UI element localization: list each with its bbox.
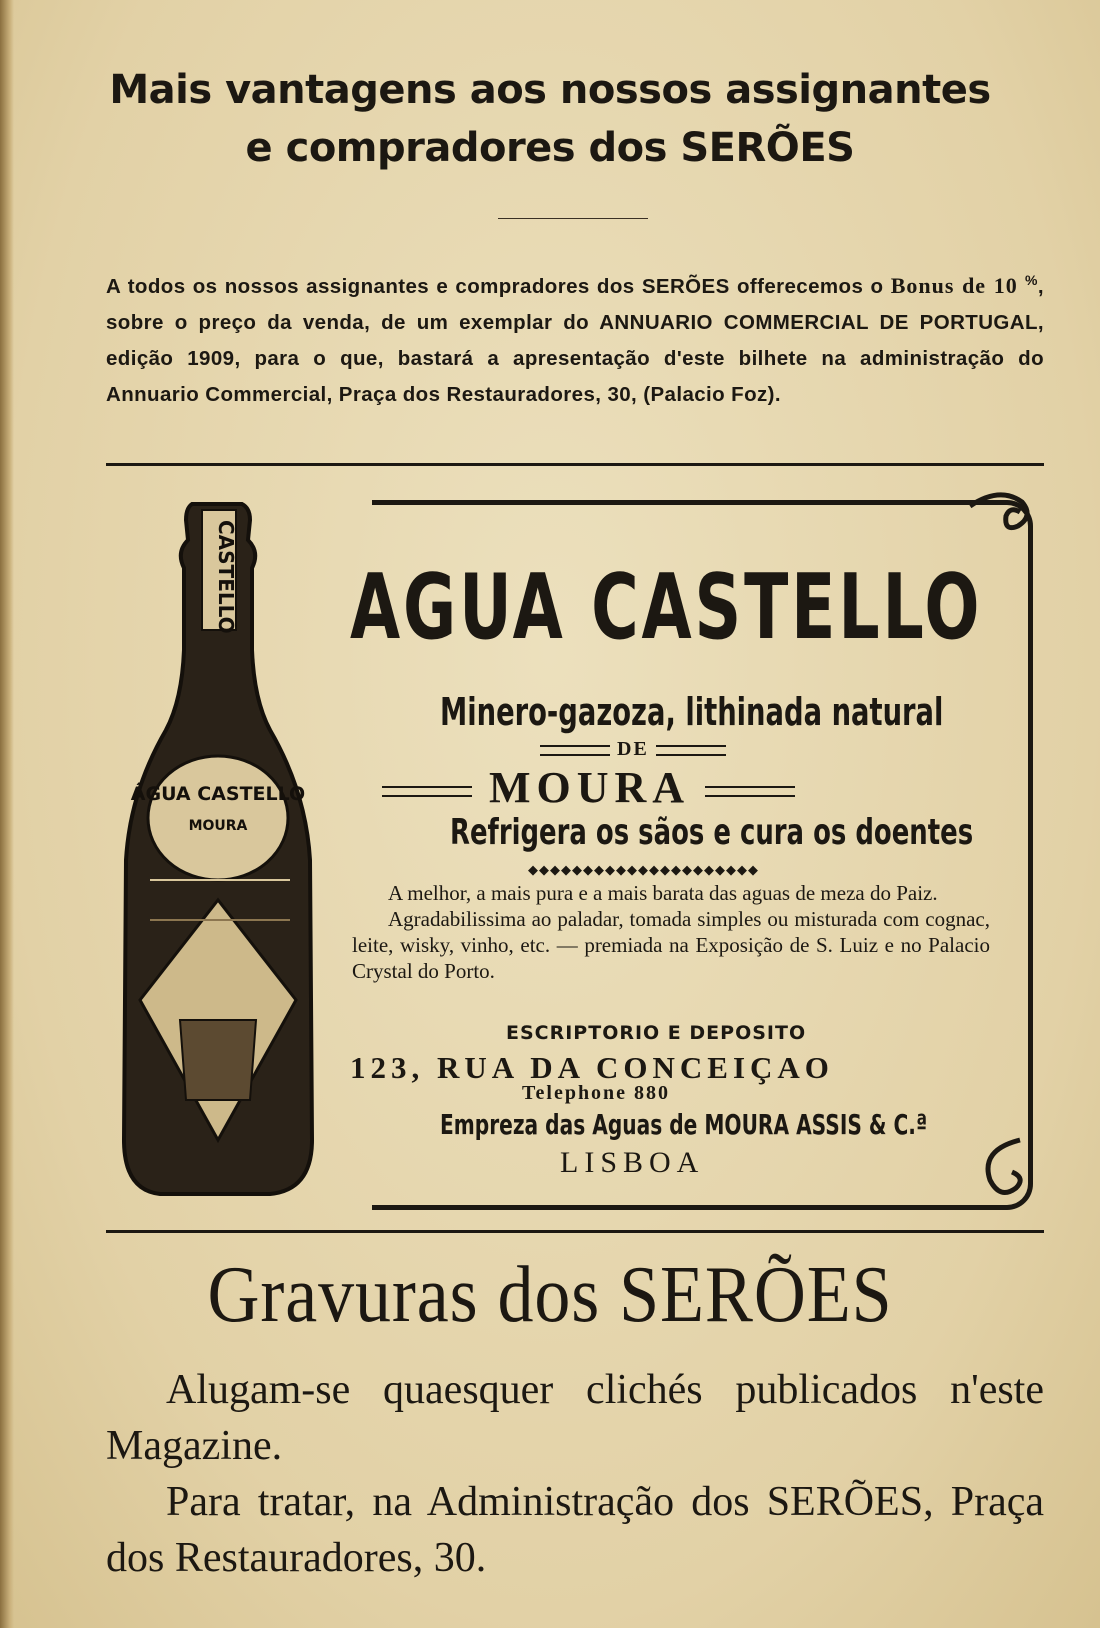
advert-company: Empreza das Aguas de MOURA ASSIS & C.ª bbox=[440, 1108, 928, 1141]
gravuras-paragraph-1: Alugam-se quaesquer clichés publicados n'este Magazine. bbox=[106, 1367, 1044, 1469]
intro-text-end: , sobre o preço da venda, de um exemplar do ANNUARIO COMMERCIAL DE PORTUGAL, edição 1909, para o que, bastará a apresentação d'este bilhete na administração do Annuario Commercial, Praça dos Restauradores, 30, (Palacio Foz). bbox=[106, 274, 1044, 406]
bottle-neck-label: CASTELLO bbox=[214, 520, 238, 634]
advert-address: 123, RUA DA CONCEIÇAO bbox=[350, 1050, 834, 1085]
gravuras-paragraph-2: Para tratar, na Administração dos SERÕES, Praça dos Restauradores, 30. bbox=[106, 1479, 1044, 1581]
advert-brand-title: AGUA CASTELLO bbox=[350, 555, 983, 660]
advert-city: LISBOA bbox=[560, 1146, 705, 1179]
bottle-illustration bbox=[120, 500, 330, 1200]
advert-ornament-row: ◆◆◆◆◆◆◆◆◆◆◆◆◆◆◆◆◆◆◆◆◆ bbox=[528, 862, 759, 877]
advert-body bbox=[352, 880, 990, 984]
advert-subtitle: Minero-gazoza, lithinada natural bbox=[440, 690, 944, 734]
advert-de: DE bbox=[617, 738, 649, 760]
moura-left-rule bbox=[382, 786, 472, 797]
advert-slogan: Refrigera os sãos e cura os doentes bbox=[450, 812, 974, 853]
page-title-line-1: Mais vantagens aos nossos assignantes bbox=[109, 67, 991, 113]
advert-origin: MOURA bbox=[489, 763, 688, 812]
gravuras-text bbox=[106, 1362, 1044, 1586]
section-rule-top bbox=[106, 463, 1044, 466]
moura-right-rule bbox=[705, 786, 795, 797]
frame-scroll-top-ornament bbox=[960, 486, 1040, 556]
intro-text-start: A todos os nossos assignantes e compradores dos SERÕES offerecemos o bbox=[106, 274, 884, 298]
advert-body-paragraph-1: A melhor, a mais pura e a mais barata das aguas de meza do Paiz. bbox=[388, 881, 938, 905]
intro-paragraph bbox=[106, 262, 1044, 413]
page-edge-shadow bbox=[0, 0, 14, 1628]
advert-body-paragraph-2: Agradabilissima ao paladar, tomada simples ou misturada com cognac, leite, wisky, vinho, etc. — premiada na Exposição de S. Luiz e no Palacio Crystal do Porto. bbox=[352, 907, 990, 983]
bonus-percent: % bbox=[1025, 272, 1038, 288]
advert-de-line bbox=[540, 738, 726, 761]
frame-scroll-bottom-ornament bbox=[960, 1130, 1040, 1210]
bottle-shoulder-label: ÁGUA CASTELLO bbox=[130, 783, 306, 805]
page-title-line-2: e compradores dos SERÕES bbox=[245, 125, 855, 171]
bonus-text: Bonus de 10 bbox=[890, 272, 1018, 298]
advert-telephone: Telephone 880 bbox=[522, 1082, 671, 1104]
de-right-rule bbox=[656, 745, 726, 756]
gravuras-title: Gravuras dos SERÕES bbox=[207, 1251, 893, 1339]
bottle-moura-label: MOURA bbox=[188, 818, 248, 834]
advert-office: ESCRIPTORIO E DEPOSITO bbox=[506, 1022, 807, 1044]
section-rule-bottom bbox=[106, 1230, 1044, 1233]
advert-moura-line bbox=[382, 762, 795, 813]
title-divider bbox=[498, 218, 648, 219]
de-left-rule bbox=[540, 745, 610, 756]
